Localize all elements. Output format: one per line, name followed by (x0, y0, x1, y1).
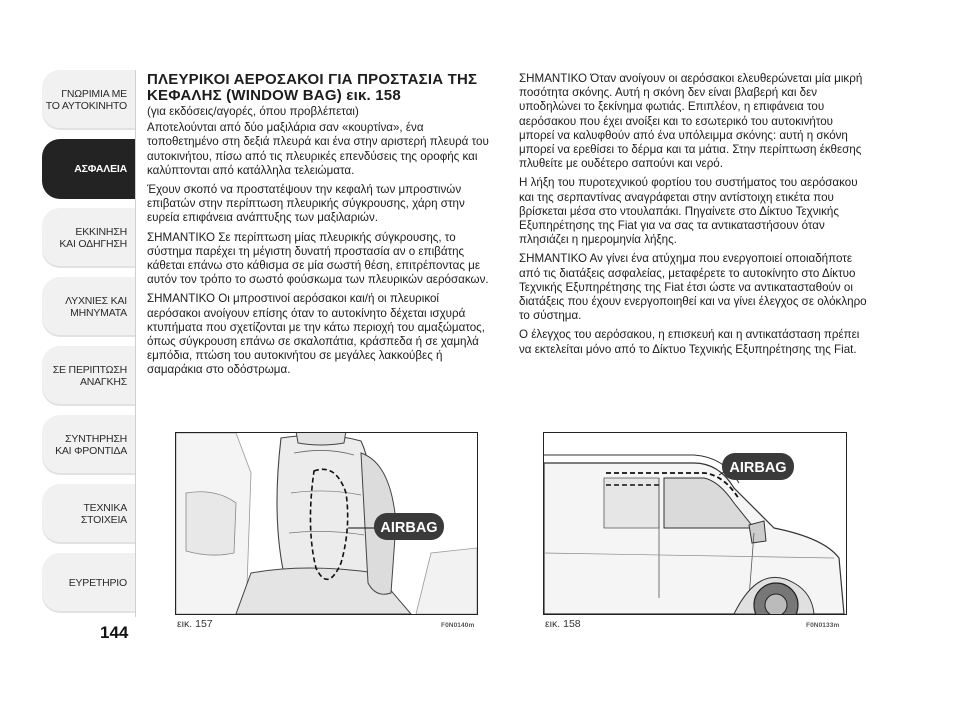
paragraph: Η λήξη του πυροτεχνικού φορτίου του συστήματος του αερόσακου και της σερπαντίνας αναγράφεται στην αντίστοιχη ετικέτα που βρίσκεται μέσα στο ντουλαπάκι. Πηγαίνετε στο Δίκτυο Τεχνικής Εξυπηρέτησης της Fiat για να σας τα αντικαταστήσουν όταν πλησιάζει η ημερομηνία λήξης. (519, 176, 858, 247)
figure-seat-airbag (175, 432, 478, 615)
tab-label: ΣΕ ΠΕΡΙΠΤΩΣΗ ΑΝΑΓΚΗΣ (52, 363, 127, 388)
figure-code-157: F0N0140m (441, 622, 475, 629)
right-text-column (519, 72, 868, 362)
left-text-column (147, 72, 489, 383)
paragraph: ΣΗΜΑΝΤΙΚΟ Σε περίπτωση μίας πλευρικής σύγκρουσης, το σύστημα παρέχει τη μέγιστη δυνατή προστασία αν ο επιβάτης κάθεται επάνω στο κάθισμα σε μία σωστή θέση, επιτρέποντας με αυτόν τον τρόπο το σωστό φούσκωμα των πλευρικών αερόσακων. (147, 230, 489, 287)
paragraph: ΣΗΜΑΝΤΙΚΟ Οι μπροστινοί αερόσακοι και/ή οι πλευρικοί αερόσακοι ανοίγουν επίσης όταν το αυτοκίνητο δέχεται ισχυρά κτυπήματα που σχετίζονται με την κάτω περιοχή του αμαξώματος, όπως σύγκρουση επάνω σε σκαλοπάτια, κράσπεδα ή σε χαμηλά εμπόδια, πτώση του αυτοκινήτου σε μεγάλες λακκούβες ή σαμαράκια στο οδόστρωμα. (147, 292, 485, 377)
airbag-badge-right: AIRBAG (729, 460, 787, 476)
seat-illustration (176, 433, 477, 614)
figure-caption-157: εικ. 157 (177, 618, 213, 630)
airbag-badge-left: AIRBAG (380, 520, 438, 536)
tab-emergency[interactable] (42, 346, 135, 406)
figure-caption-158: εικ. 158 (545, 618, 581, 630)
paragraph: Έχουν σκοπό να προστατέψουν την κεφαλή των μπροστινών επιβατών στην περίπτωση πλευρικής σύγκρουσης, χάρη στην ευρεία επιφάνεια ανάπτυξης των μαξιλαριών. (147, 183, 465, 225)
tab-index[interactable] (42, 553, 135, 613)
tab-label: ΣΥΝΤΗΡΗΣΗ ΚΑΙ ΦΡΟΝΤΙΔΑ (55, 432, 127, 457)
section-heading: ΠΛΕΥΡΙΚΟΙ ΑΕΡΟΣΑΚΟΙ ΓΙΑ ΠΡΟΣΤΑΣΙΑ ΤΗΣ ΚΕΦΑΛΗΣ (WINDOW BAG) εικ. 158 (147, 71, 478, 104)
tab-label: ΤΕΧΝΙΚΑ ΣΤΟΙΧΕΙΑ (80, 501, 127, 526)
tab-label: ΕΚΚΙΝΗΣΗ ΚΑΙ ΟΔΗΓΗΣΗ (59, 225, 127, 250)
tab-maintenance[interactable] (42, 415, 135, 475)
paragraph: Αποτελούνται από δύο μαξιλάρια σαν «κουρτίνα», ένα τοποθετημένο στη δεξιά πλευρά και ένα στην αριστερή πλευρά του αυτοκινήτου, πίσω από τις πλευρικές επενδύσεις της οροφής και καλύπτονται από κατάλληλα τελειώματα. (147, 121, 489, 177)
tab-getting-to-know[interactable] (42, 70, 135, 130)
paragraph: Ο έλεγχος του αερόσακου, η επισκευή και η αντικατάσταση πρέπει να εκτελείται μόνο από το Δίκτυο Τεχνικής Εξυπηρέτησης της Fiat. (519, 328, 860, 356)
section-subheading: (για εκδόσεις/αγορές, όπου προβλέπεται) (147, 105, 359, 118)
sidebar-divider (135, 70, 136, 617)
paragraph: ΣΗΜΑΝΤΙΚΟ Όταν ανοίγουν οι αερόσακοι ελευθερώνεται μία μικρή ποσότητα σκόνης. Αυτή η σκόνη δεν είναι βλαβερή και δεν υποδηλώνει το ξεκίνημα φωτιάς. Επιπλέον, η επιφάνεια του αερόσακου που έχει ανοίξει και το εσωτερικό του αυτοκινήτου μπορεί να καλυφθούν από ένα υπόλειμμα σκόνης: αυτή η σκόνη μπορεί να ερεθίσει το δέρμα και τα μάτια. Στην περίπτωση έκθεσης πλυθείτε με ουδέτερο σαπούνι και νερό. (519, 72, 863, 171)
tab-technical-data[interactable] (42, 484, 135, 544)
paragraph: ΣΗΜΑΝΤΙΚΟ Αν γίνει ένα ατύχημα που ενεργοποιεί οποιαδήποτε από τις διατάξεις ασφαλείας, μεταφέρετε το αυτοκίνητο στο Δίκτυο Τεχνικής Εξυπηρέτησης της Fiat έτσι ώστε να αντικατασταθούν οι διατάξεις που έχουν ενεργοποιηθεί και να γίνει έλεγχος σε ολόκληρο το σύστημα. (519, 252, 867, 323)
tab-safety[interactable] (42, 139, 135, 199)
tab-starting-driving[interactable] (42, 208, 135, 268)
figure-code-158: F0N0133m (806, 622, 840, 629)
tab-label: ΓΝΩΡΙΜΙΑ ΜΕ ΤΟ ΑΥΤΟΚΙΝΗΤΟ (45, 87, 127, 112)
van-illustration (544, 433, 846, 614)
tab-label: ΕΥΡΕΤΗΡΙΟ (68, 576, 127, 589)
tab-label: ΑΣΦΑΛΕΙΑ (74, 162, 127, 175)
tab-label: ΛΥΧΝΙΕΣ ΚΑΙ ΜΗΝΥΜΑΤΑ (65, 294, 127, 319)
tab-lights-messages[interactable] (42, 277, 135, 337)
page-number: 144 (100, 623, 129, 642)
figure-van-window-bag (543, 432, 847, 615)
